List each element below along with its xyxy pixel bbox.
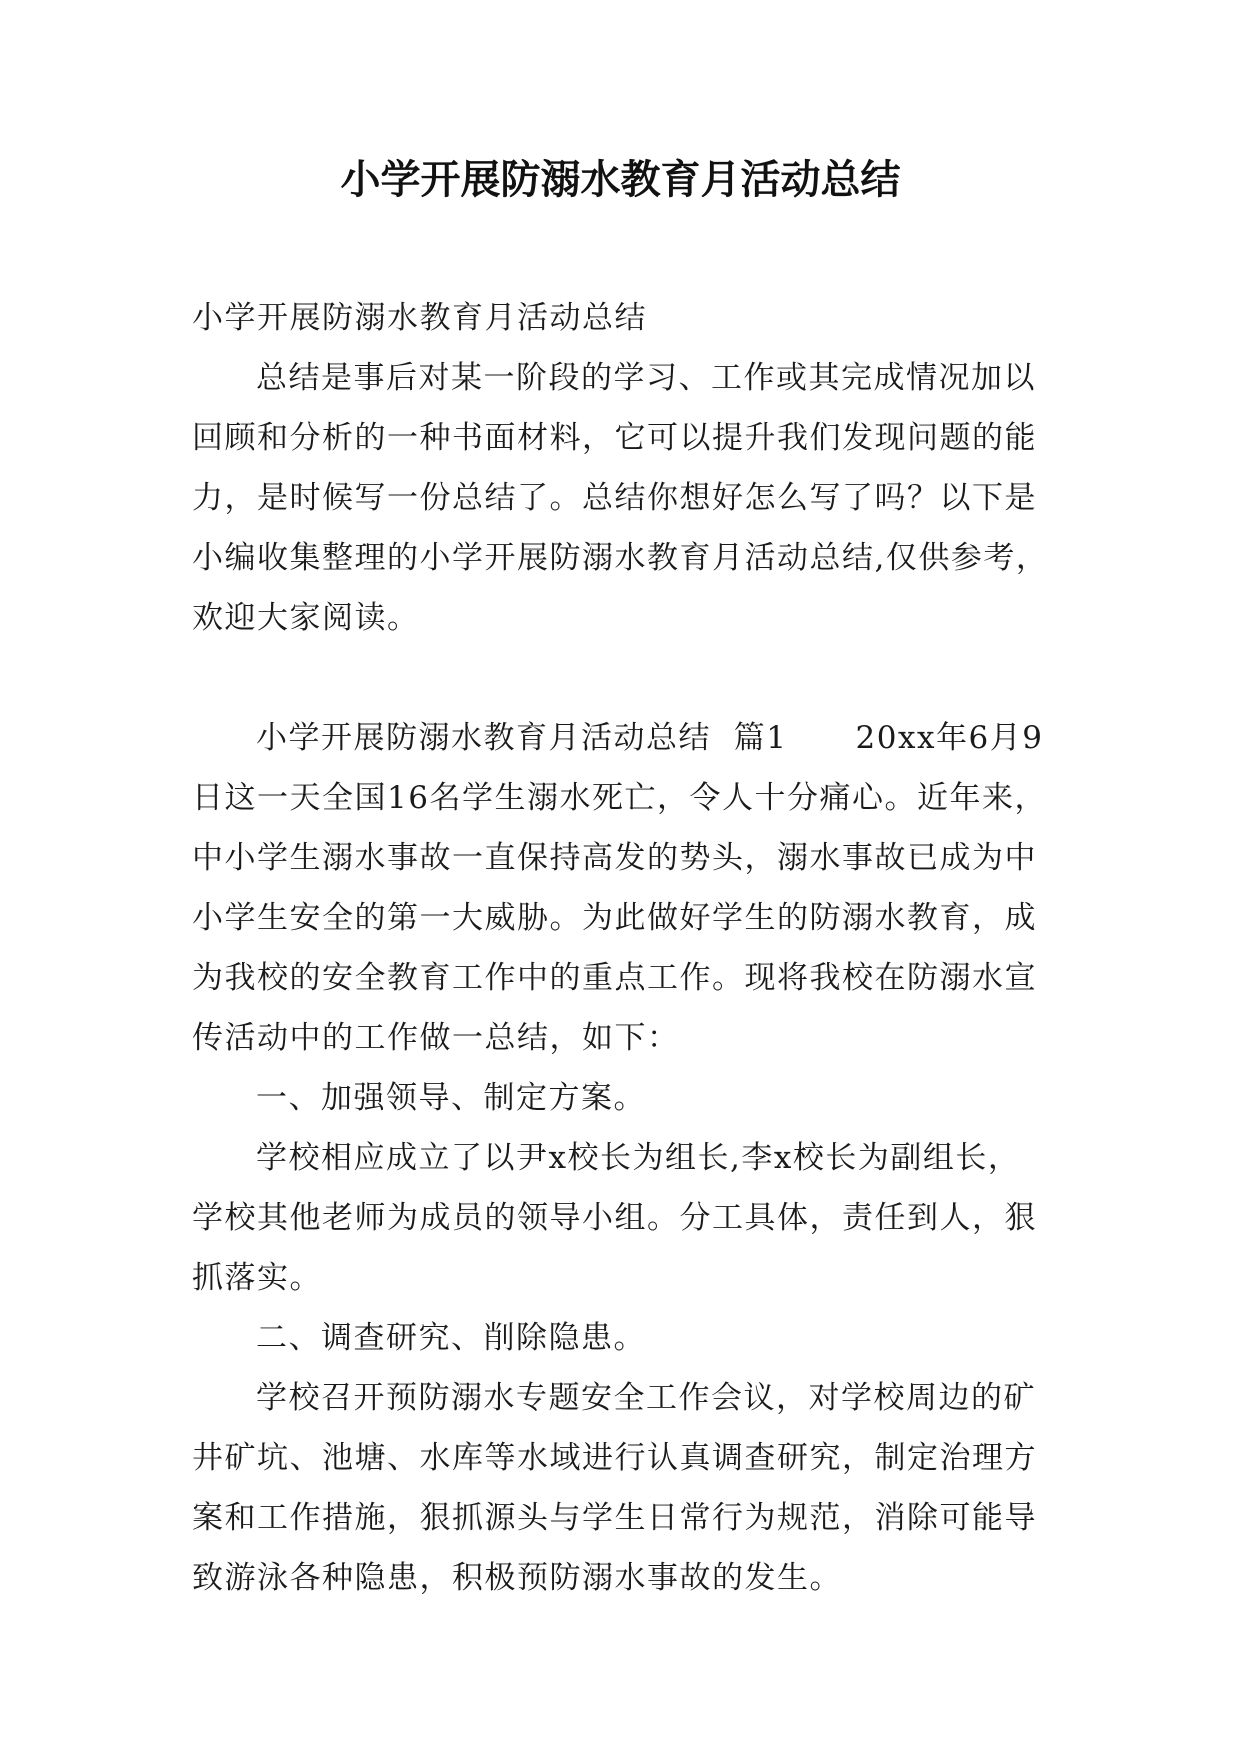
- subtitle-line: 小学开展防溺水教育月活动总结: [192, 300, 647, 336]
- body-line: 致游泳各种隐患，积极预防溺水事故的发生。: [192, 1560, 842, 1596]
- body-line: 小学生安全的第一大威胁。为此做好学生的防溺水教育，成: [192, 900, 1037, 936]
- body-line: 为我校的安全教育工作中的重点工作。现将我校在防溺水宣: [192, 960, 1037, 996]
- body-line: 日这一天全国16名学生溺水死亡，令人十分痛心。近年来，: [192, 780, 1047, 816]
- paragraph-gap: [192, 648, 1062, 708]
- body-line: 学校相应成立了以尹x校长为组长,李x校长为副组长，: [256, 1140, 1021, 1176]
- document-title: 小学开展防溺水教育月活动总结: [340, 157, 901, 203]
- intro-line-3: 力，是时候写一份总结了。总结你想好怎么写了吗？以下是: [192, 480, 1037, 516]
- body-line: 案和工作措施，狠抓源头与学生日常行为规范，消除可能导: [192, 1500, 1037, 1536]
- document-body: [192, 288, 1062, 1608]
- body-line: 传活动中的工作做一总结，如下：: [192, 1020, 680, 1056]
- body-line: 井矿坑、池塘、水库等水域进行认真调查研究，制定治理方: [192, 1440, 1037, 1476]
- body-line: 学校召开预防溺水专题安全工作会议，对学校周边的矿: [256, 1380, 1036, 1416]
- intro-line-5: 欢迎大家阅读。: [192, 600, 420, 636]
- body-line: 抓落实。: [192, 1260, 322, 1296]
- intro-line-1: 总结是事后对某一阶段的学习、工作或其完成情况加以: [256, 360, 1036, 396]
- section-heading-line: 小学开展防溺水教育月活动总结 篇1 20xx年6月9: [256, 720, 1044, 756]
- body-line: 中小学生溺水事故一直保持高发的势头，溺水事故已成为中: [192, 840, 1037, 876]
- intro-line-4: 小编收集整理的小学开展防溺水教育月活动总结,仅供参考，: [192, 540, 1049, 576]
- intro-line-2: 回顾和分析的一种书面材料，它可以提升我们发现问题的能: [192, 420, 1037, 456]
- body-line: 学校其他老师为成员的领导小组。分工具体，责任到人，狠: [192, 1200, 1037, 1236]
- heading-two: 二、调查研究、削除隐患。: [256, 1320, 646, 1356]
- heading-one: 一、加强领导、制定方案。: [256, 1080, 646, 1116]
